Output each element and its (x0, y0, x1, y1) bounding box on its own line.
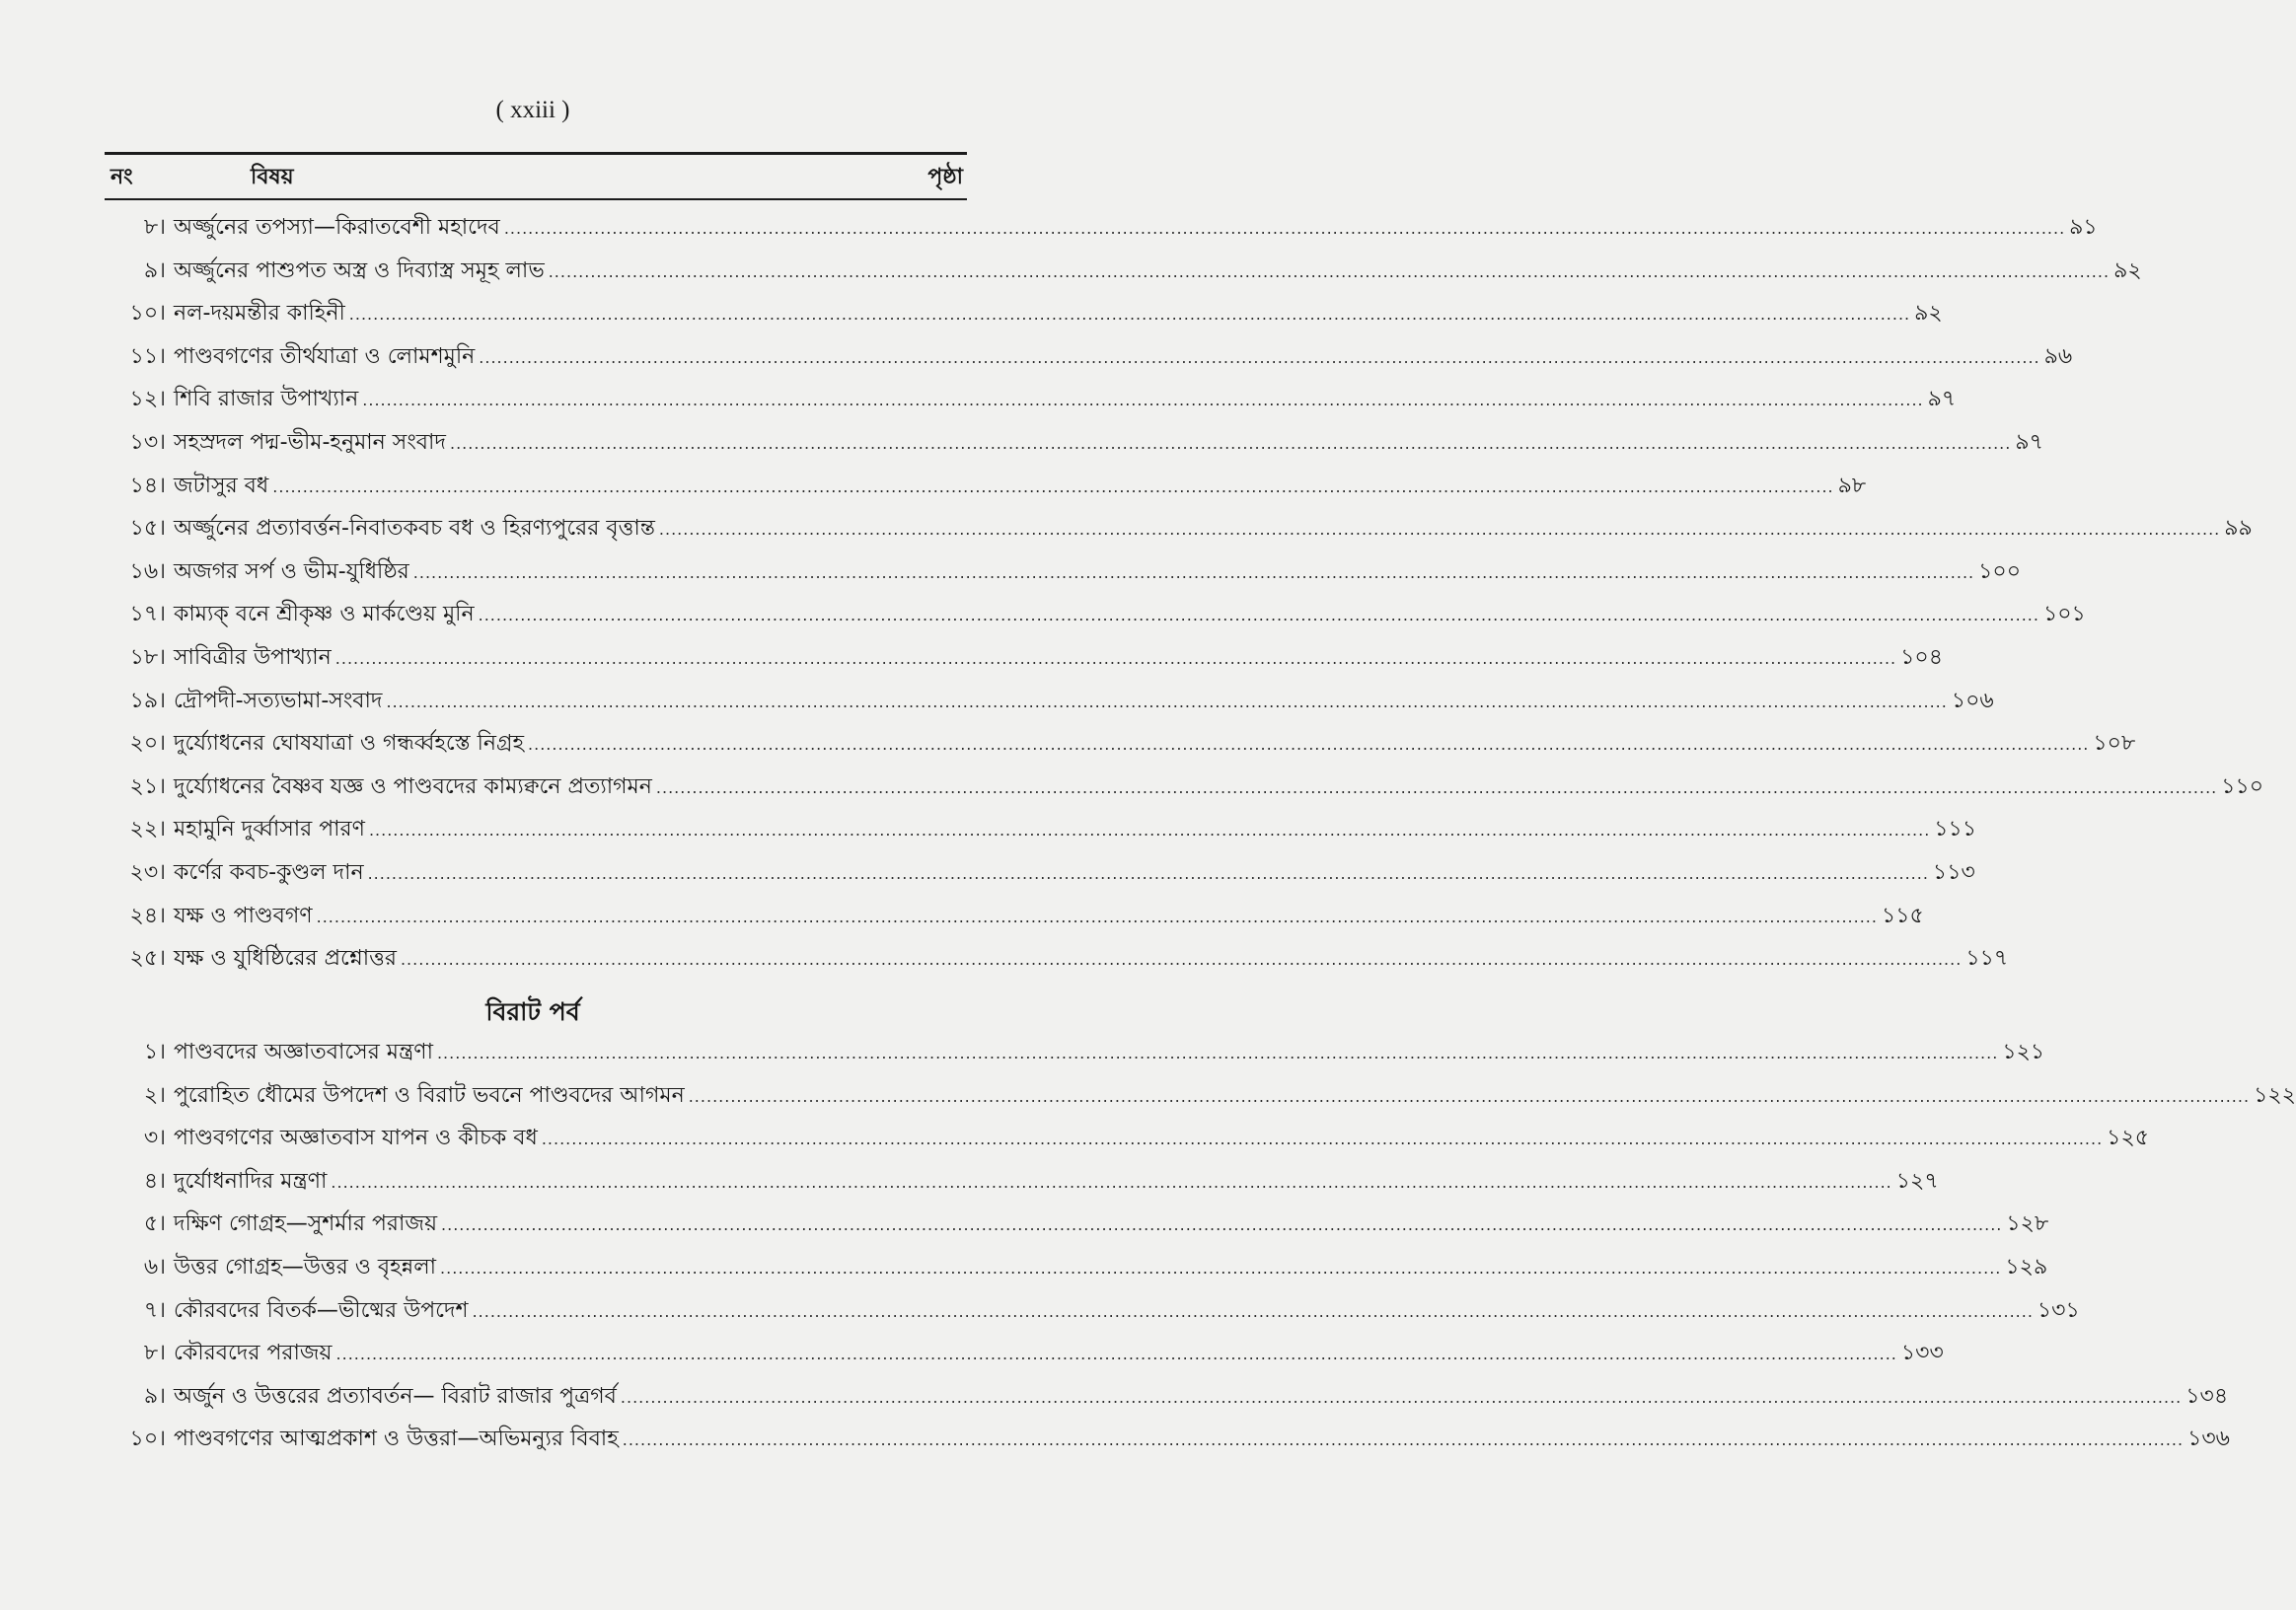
entry-body (174, 1292, 2080, 1330)
dot-leader: .................................................................................................................................................................................................................................................................... (368, 821, 1931, 841)
entry-number: ১৩। (129, 430, 166, 455)
dot-leader: .................................................................................................................................................................................................................................................................... (334, 649, 1897, 668)
entry-body (174, 1034, 2045, 1071)
toc-entry (105, 854, 1975, 892)
entry-page-number: ১১৭ (1965, 946, 2009, 972)
dot-leader: .................................................................................................................................................................................................................................................................... (436, 1044, 1999, 1062)
entry-title: কৌরবদের পরাজয় (174, 1341, 333, 1366)
entry-title: অজগর সর্প ও ভীম-যুধিষ্ঠির (174, 558, 409, 584)
entry-page-number: ৯২ (1914, 301, 1943, 327)
entry-title: সহস্রদল পদ্ম-ভীম-হনুমান সংবাদ (174, 430, 446, 455)
toc-entry (105, 940, 2009, 978)
entry-number: ৬। (143, 1255, 166, 1280)
entry-body (174, 338, 2073, 376)
entry-number: ১৯। (129, 688, 166, 713)
entry-page-number: ১১৫ (1881, 903, 1924, 928)
entry-body (174, 1249, 2048, 1286)
entry-page-number: ১১০ (2221, 773, 2264, 799)
entry-number: ২২। (129, 817, 166, 842)
entry-number: ৮। (143, 215, 166, 240)
entry-number: ১। (143, 1040, 166, 1064)
entry-body (174, 811, 1977, 848)
entry-title: সাবিত্রীর উপাখ্যান (174, 645, 332, 670)
dot-leader: .................................................................................................................................................................................................................................................................... (658, 520, 2221, 540)
entry-title: পাণ্ডবগণের অজ্ঞাতবাস যাপন ও কীচক বধ (174, 1126, 538, 1151)
entry-page-number: ১১১ (1934, 817, 1977, 842)
entry-title: কাম্যক্ বনে শ্রীকৃষ্ণ ও মার্কণ্ডেয় মুনি (174, 602, 475, 627)
toc-entry (105, 1421, 2230, 1458)
dot-leader: .................................................................................................................................................................................................................................................................... (655, 777, 2218, 797)
entry-body (174, 295, 1943, 332)
dot-leader: .................................................................................................................................................................................................................................................................... (503, 219, 2066, 238)
toc-entry (105, 683, 1994, 720)
entry-page-number: ৯১ (2069, 215, 2098, 240)
entry-title: পুরোহিত ধৌমের উপদেশ ও বিরাট ভবনে পাণ্ডবদের আগমন (174, 1082, 685, 1108)
entry-body (174, 1163, 1939, 1201)
entry-page-number: ১০০ (1978, 558, 2021, 584)
entry-number: ২। (143, 1082, 166, 1108)
entry-page-number: ১০৮ (2093, 731, 2136, 757)
dot-leader: .................................................................................................................................................................................................................................................................... (335, 1345, 1897, 1364)
entry-title: কৌরবদের বিতর্ক—ভীষ্মের উপদেশ (174, 1297, 469, 1323)
entry-number: ৯। (143, 1383, 166, 1409)
toc-entry (105, 1335, 1944, 1372)
entry-body (174, 381, 1957, 418)
toc-entry (105, 424, 2043, 462)
entry-title: অর্জ্জুনের তপস্যা—কিরাতবেশী মহাদেব (174, 215, 500, 240)
entry-body (174, 510, 2253, 548)
entry-number: ১০। (129, 301, 166, 327)
toc-entry (105, 253, 2142, 290)
entry-number: ৫। (143, 1211, 166, 1237)
entry-page-number: ১২৫ (2107, 1126, 2150, 1151)
entry-body (174, 1120, 2150, 1157)
dot-leader: .................................................................................................................................................................................................................................................................... (367, 864, 1929, 883)
entry-title: দুর্য্যোধনের বৈষ্ণব যজ্ঞ ও পাণ্ডবদের কাম্যক্বনে প্রত্যাগমন (174, 773, 652, 799)
entry-title: শিবি রাজার উপাখ্যান (174, 387, 359, 412)
dot-leader: .................................................................................................................................................................................................................................................................... (472, 1301, 2034, 1321)
entry-page-number: ১২৯ (2005, 1255, 2048, 1280)
entry-body (174, 553, 2021, 591)
entry-body (174, 1421, 2230, 1458)
toc-entry (105, 1206, 2049, 1243)
entry-page-number: ১২৮ (2006, 1211, 2049, 1237)
entry-number: ২৫। (129, 946, 166, 972)
entry-body (174, 898, 1924, 935)
entry-page-number: ১২৭ (1895, 1168, 1939, 1194)
entry-title: দ্রৌপদী-সত্যভামা-সংবাদ (174, 688, 383, 713)
entry-page-number: ৯৯ (2224, 516, 2253, 542)
entry-number: ২৪। (129, 903, 166, 928)
entry-body (174, 596, 2086, 633)
entry-title: যক্ষ ও পাণ্ডবগণ (174, 903, 313, 928)
dot-leader: .................................................................................................................................................................................................................................................................... (541, 1130, 2104, 1149)
dot-leader: .................................................................................................................................................................................................................................................................... (528, 735, 2090, 755)
dot-leader: .................................................................................................................................................................................................................................................................... (620, 1387, 2183, 1407)
entry-body (174, 1206, 2049, 1243)
dot-leader: .................................................................................................................................................................................................................................................................... (386, 692, 1948, 711)
entry-body (174, 253, 2142, 290)
toc-entry (105, 338, 2073, 376)
dot-leader: .................................................................................................................................................................................................................................................................... (449, 434, 2012, 453)
entry-body (174, 768, 2264, 806)
dot-leader: .................................................................................................................................................................................................................................................................... (400, 950, 1963, 970)
entry-title: পাণ্ডবগণের আত্মপ্রকাশ ও উত্তরা—অভিমন্যুর বিবাহ (174, 1427, 619, 1452)
dot-leader: .................................................................................................................................................................................................................................................................... (479, 347, 2040, 367)
header-bottom-rule (105, 198, 967, 200)
entry-number: ৩। (143, 1126, 166, 1151)
entry-number: ৪। (143, 1168, 166, 1194)
header-number-label: নং (111, 165, 133, 189)
entry-number: ১২। (129, 387, 166, 412)
toc-entry (105, 1120, 2150, 1157)
entry-title: জটাসুর বধ (174, 473, 269, 498)
entry-title: যক্ষ ও যুধিষ্ঠিরের প্রশ্নোত্তর (174, 946, 397, 972)
entry-number: ১০। (129, 1427, 166, 1452)
entry-page-number: ১৩৩ (1900, 1341, 1944, 1366)
header-page-label: পৃষ্ঠা (927, 165, 963, 189)
entry-number: ১৮। (129, 645, 166, 670)
entry-title: দুর্যোধনাদির মন্ত্রণা (174, 1168, 328, 1194)
toc-entry (105, 596, 2086, 633)
dot-leader: .................................................................................................................................................................................................................................................................... (412, 562, 1975, 582)
entry-page-number: ১২১ (2002, 1040, 2045, 1064)
dot-leader: .................................................................................................................................................................................................................................................................... (331, 1172, 1892, 1192)
header-top-rule (105, 152, 967, 155)
entry-title: পাণ্ডবগণের তীর্থযাত্রা ও লোমশমুনি (174, 343, 476, 369)
entry-title: অর্জ্জুনের পাশুপত অস্ত্র ও দিব্যাস্ত্র সমূহ লাভ (174, 257, 545, 283)
entry-title: নল-দয়মন্তীর কাহিনী (174, 301, 345, 327)
entry-page-number: ১০৬ (1951, 688, 1994, 713)
entry-body (174, 209, 2098, 247)
entry-number: ২১। (129, 773, 166, 799)
toc-entry (105, 553, 2021, 591)
entry-number: ৯। (143, 257, 166, 283)
toc-entry (105, 1077, 2296, 1115)
entry-title: মহামুনি দুর্ব্বাসার পারণ (174, 817, 365, 842)
entry-title: অর্জুন ও উত্তরের প্রত্যাবর্তন— বিরাট রাজার পুত্রগর্ব (174, 1383, 617, 1409)
entry-title: পাণ্ডবদের অজ্ঞাতবাসের মন্ত্রণা (174, 1040, 433, 1064)
table-header (105, 158, 967, 195)
toc-entry (105, 639, 1943, 677)
entry-number: ১১। (129, 343, 166, 369)
entry-body (174, 639, 1943, 677)
toc-entry (105, 725, 2136, 763)
entry-page-number: ১৩১ (2037, 1297, 2080, 1323)
toc-entry (105, 510, 2253, 548)
dot-leader: .................................................................................................................................................................................................................................................................... (441, 1215, 2003, 1235)
dot-leader: .................................................................................................................................................................................................................................................................... (272, 476, 1834, 496)
dot-leader: .................................................................................................................................................................................................................................................................... (622, 1430, 2185, 1450)
entry-page-number: ৯৭ (2015, 430, 2043, 455)
toc-entry (105, 468, 1867, 505)
entry-title: দুর্য্যোধনের ঘোষযাত্রা ও গন্ধর্ব্বহস্তে নিগ্রহ (174, 731, 525, 757)
toc-entry (105, 768, 2264, 806)
entry-body (174, 1077, 2296, 1115)
entry-page-number: ৯৮ (1837, 473, 1867, 498)
dot-leader: .................................................................................................................................................................................................................................................................... (362, 391, 1924, 410)
page-number: ( xxiii ) (495, 97, 570, 123)
entry-number: ২৩। (129, 860, 166, 885)
entry-number: ৭। (143, 1297, 166, 1323)
entry-title: অর্জ্জুনের প্রত্যাবর্ত্তন-নিবাতকবচ বধ ও হিরণ্যপুরের বৃত্তান্ত (174, 516, 655, 542)
entry-body (174, 940, 2009, 978)
entry-body (174, 1378, 2229, 1416)
entry-page-number: ৯২ (2113, 257, 2142, 283)
entry-body (174, 424, 2043, 462)
entry-body (174, 1335, 1944, 1372)
toc-entry (105, 898, 1924, 935)
entry-page-number: ১০১ (2042, 602, 2086, 627)
entry-title: উত্তর গোগ্রহ—উত্তর ও বৃহন্নলা (174, 1255, 437, 1280)
entry-page-number: ১০৪ (1900, 645, 1943, 670)
entry-number: ৮। (143, 1341, 166, 1366)
entry-number: ২০। (129, 731, 166, 757)
entry-page-number: ১৩৪ (2185, 1383, 2229, 1409)
entry-page-number: ১৩৬ (2187, 1427, 2230, 1452)
toc-entry (105, 1378, 2229, 1416)
dot-leader: .................................................................................................................................................................................................................................................................... (478, 606, 2039, 625)
toc-entry (105, 1249, 2048, 1286)
entry-body (174, 725, 2136, 763)
header-subject-label: বিষয় (251, 165, 294, 189)
toc-entry (105, 811, 1977, 848)
entry-body (174, 683, 1994, 720)
entry-number: ১৭। (129, 602, 166, 627)
toc-entry (105, 381, 1957, 418)
toc-entry (105, 1163, 1939, 1201)
entry-number: ১৪। (129, 473, 166, 498)
toc-entry (105, 209, 2098, 247)
dot-leader: .................................................................................................................................................................................................................................................................... (688, 1086, 2251, 1106)
entry-body (174, 468, 1867, 505)
entry-title: কর্ণের কবচ-কুণ্ডল দান (174, 860, 364, 885)
entry-page-number: ১২২ (2254, 1082, 2296, 1108)
entry-number: ১৫। (129, 516, 166, 542)
dot-leader: .................................................................................................................................................................................................................................................................... (348, 305, 1911, 325)
entry-body (174, 854, 1975, 892)
section-heading-virata-parva: বিরাট পর্ব (485, 997, 580, 1026)
entry-page-number: ৯৬ (2043, 343, 2073, 369)
toc-entry (105, 1034, 2045, 1071)
entry-page-number: ১১৩ (1932, 860, 1975, 885)
entry-number: ১৬। (129, 558, 166, 584)
dot-leader: .................................................................................................................................................................................................................................................................... (548, 261, 2111, 281)
toc-entry (105, 1292, 2080, 1330)
entry-title: দক্ষিণ গোগ্রহ—সুশর্মার পরাজয় (174, 1211, 438, 1237)
dot-leader: .................................................................................................................................................................................................................................................................... (440, 1259, 2002, 1278)
dot-leader: .................................................................................................................................................................................................................................................................... (316, 907, 1878, 926)
entry-page-number: ৯৭ (1927, 387, 1957, 412)
toc-entry (105, 295, 1943, 332)
